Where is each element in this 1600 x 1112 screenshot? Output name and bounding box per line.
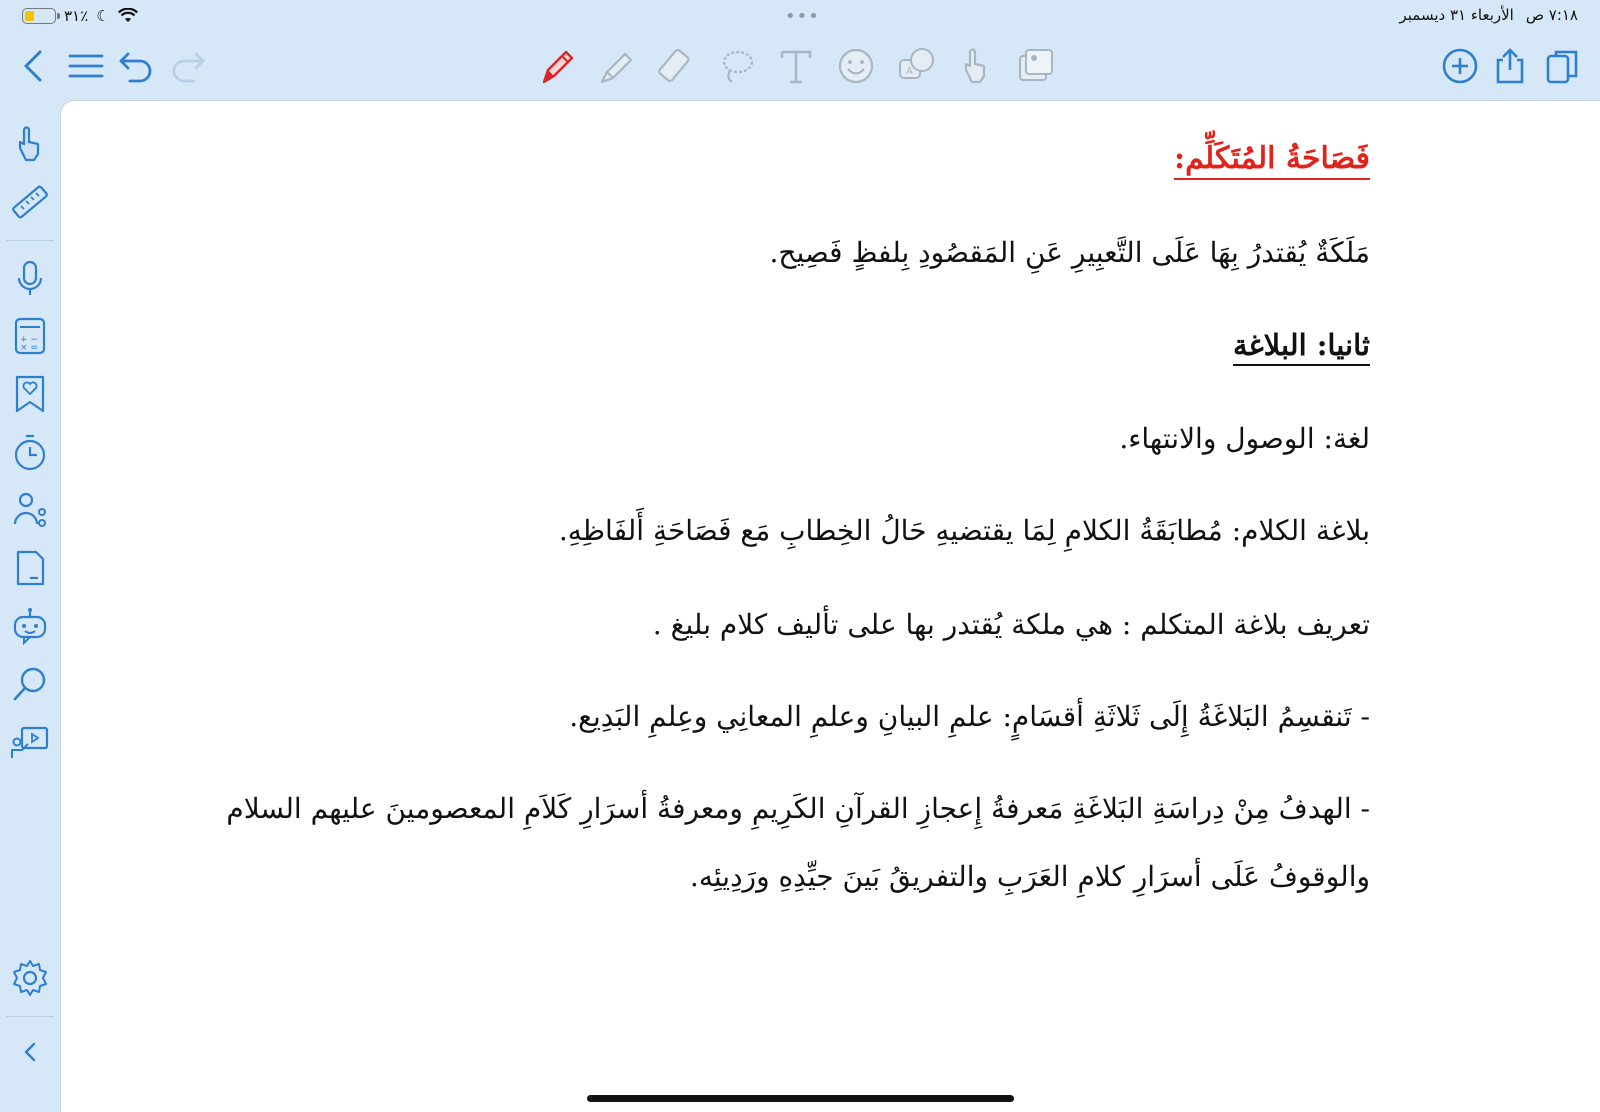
microphone-icon[interactable]: [8, 256, 52, 300]
battery-percent: ٣١٪: [64, 7, 89, 25]
status-bar: [0, 0, 1600, 32]
speaker-rhetoric-line: تعريف بلاغة المتكلم : هي ملكة يُقتدر بها على تأليف كلام بليغ .: [652, 608, 1370, 641]
menu-icon[interactable]: [62, 42, 110, 90]
speech-rhetoric-line: بلاغة الكلام: مُطابَقَةُ الكلامِ لِمَا يقتضيهِ حَالُ الخِطابِ مَع فَصَاحَةِ أَلفَاظِهِ.: [558, 514, 1370, 547]
pages-icon[interactable]: [1538, 42, 1586, 90]
presentation-icon[interactable]: [8, 720, 52, 764]
home-indicator[interactable]: [587, 1095, 1014, 1102]
mindmap-icon[interactable]: [8, 488, 52, 532]
language-definition-line: لغة: الوصول والانتهاء.: [1119, 422, 1370, 455]
collapse-icon[interactable]: [8, 1030, 52, 1074]
status-left: [22, 7, 138, 25]
hand-icon[interactable]: [952, 42, 1000, 90]
add-icon[interactable]: [1436, 42, 1484, 90]
left-sidebar: [0, 100, 60, 1112]
top-toolbar: [0, 36, 1600, 100]
heading-speaker-eloquence: فَصَاحَةُ المُتَكَلِّم:: [1174, 141, 1370, 180]
divisions-line: - تَنقسِمُ البَلاغَةُ إِلَى ثَلاثَةِ أقسَامٍ: علمِ البيانِ وعلمِ المعانِي وعِلمِ البَدِيع.: [569, 700, 1370, 733]
translate-icon[interactable]: [892, 42, 940, 90]
note-page[interactable]: [60, 100, 1600, 1112]
ruler-icon[interactable]: [8, 180, 52, 224]
back-icon[interactable]: [10, 42, 58, 90]
document-icon[interactable]: [8, 546, 52, 590]
definition-line: مَلَكَةٌ يُقتدرُ بِهَا عَلَى التَّعبِيرِ عَنِ المَقصُودِ بِلفظٍ فَصِيح.: [769, 236, 1370, 269]
undo-icon[interactable]: [112, 42, 160, 90]
share-icon[interactable]: [1486, 42, 1534, 90]
assistant-icon[interactable]: [8, 604, 52, 648]
pen-icon[interactable]: [532, 42, 580, 90]
sidebar-divider: [6, 240, 54, 241]
eraser-icon[interactable]: [652, 42, 700, 90]
battery-icon: [22, 8, 56, 24]
text-icon[interactable]: [772, 42, 820, 90]
multitask-dots[interactable]: •••: [785, 6, 820, 27]
image-icon[interactable]: [1012, 42, 1060, 90]
search-icon[interactable]: [8, 662, 52, 706]
sticker-icon[interactable]: [832, 42, 880, 90]
bookmark-icon[interactable]: [8, 372, 52, 416]
lasso-icon[interactable]: [712, 42, 760, 90]
highlighter-icon[interactable]: [592, 42, 640, 90]
status-date: الأربعاء ٣١ ديسمبر: [1399, 6, 1514, 24]
svg-text:× =: × =: [20, 343, 38, 353]
moon-icon: ☾: [96, 7, 110, 25]
timer-icon[interactable]: [8, 430, 52, 474]
sidebar-divider: [6, 1016, 54, 1017]
svg-text:+ −: + −: [20, 335, 38, 345]
heading-rhetoric: ثانيا: البلاغة: [1233, 328, 1370, 366]
redo-icon[interactable]: [164, 42, 212, 90]
status-right: [1399, 6, 1578, 24]
calculator-icon[interactable]: [8, 314, 52, 358]
hand-tool-icon[interactable]: [8, 122, 52, 166]
svg-text:A: A: [906, 66, 913, 77]
goal-line-continued: والوقوفُ عَلَى أسرَارِ كلامِ العَرَبِ والتفريقُ بَينَ جيِّدِهِ ورَدِيئِه.: [689, 860, 1370, 893]
status-time: ٧:١٨ ص: [1525, 6, 1578, 24]
settings-icon[interactable]: [8, 956, 52, 1000]
wifi-icon: [118, 8, 138, 24]
goal-line: - الهدفُ مِنْ دِراسَةِ البَلاغَةِ مَعرفةُ إِعجازِ القرآنِ الكَرِيمِ ومعرفةُ أسرَارِ كَلاَمِ المعصومينَ عليهم السلام: [226, 792, 1370, 825]
